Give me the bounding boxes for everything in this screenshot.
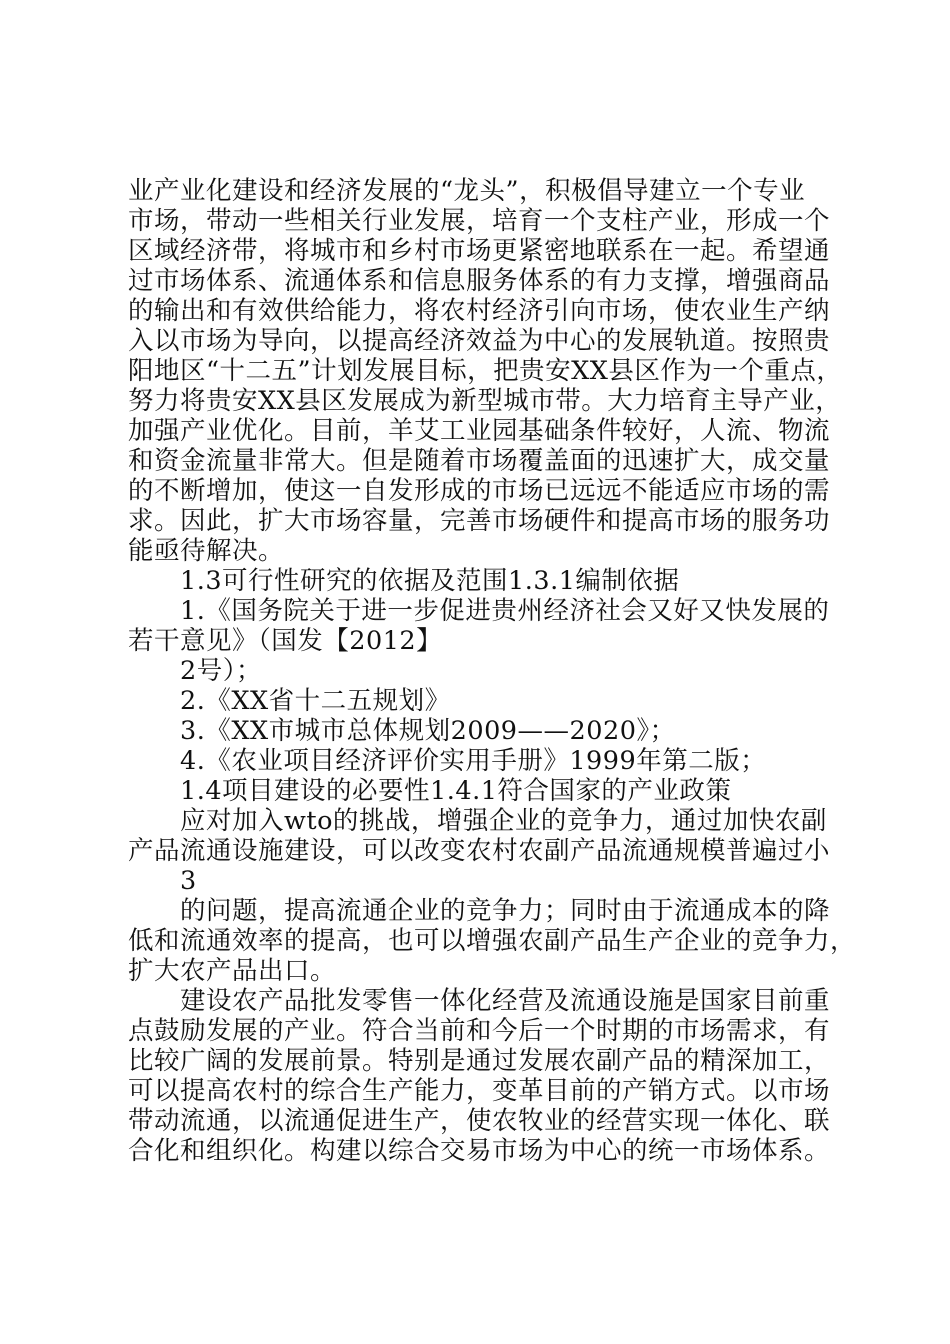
text-line: 低和流通效率的提高，也可以增强农副产品生产企业的竞争力，: [128, 926, 857, 956]
text-line: 4.《农业项目经济评价实用手册》1999年第二版；: [180, 746, 767, 776]
text-line: 和资金流量非常大。但是随着市场覆盖面的迅速扩大，成交量: [128, 446, 831, 476]
text-line: 努力将贵安XX县区发展成为新型城市带。大力培育主导产业，: [128, 386, 842, 416]
text-line: 过市场体系、流通体系和信息服务体系的有力支撑，增强商品: [128, 266, 831, 296]
text-line: 3: [180, 866, 197, 896]
text-line: 1.3可行性研究的依据及范围1.3.1编制依据: [180, 566, 680, 596]
text-line: 应对加入wto的挑战，增强企业的竞争力，通过加快农副: [180, 806, 827, 836]
text-line: 区域经济带，将城市和乡村市场更紧密地联系在一起。希望通: [128, 236, 831, 266]
text-line: 2号）；: [180, 656, 262, 686]
text-line: 业产业化建设和经济发展的“龙头”，积极倡导建立一个专业: [128, 176, 806, 206]
text-line: 带动流通，以流通促进生产，使农牧业的经营实现一体化、联: [128, 1106, 831, 1136]
text-line: 1.4项目建设的必要性1.4.1符合国家的产业政策: [180, 776, 732, 806]
text-line: 产品流通设施建设，可以改变农村农副产品流通规模普遍过小: [128, 836, 831, 866]
text-line: 市场，带动一些相关行业发展，培育一个支柱产业，形成一个: [128, 206, 831, 236]
text-line: 的问题，提高流通企业的竞争力；同时由于流通成本的降: [180, 896, 831, 926]
text-line: 可以提高农村的综合生产能力，变革目前的产销方式。以市场: [128, 1076, 831, 1106]
text-line: 建设农产品批发零售一体化经营及流通设施是国家目前重: [180, 986, 831, 1016]
text-line: 的输出和有效供给能力，将农村经济引向市场，使农业生产纳: [128, 296, 831, 326]
text-line: 合化和组织化。构建以综合交易市场为中心的统一市场体系。: [128, 1136, 831, 1166]
text-line: 入以市场为导向，以提高经济效益为中心的发展轨道。按照贵: [128, 326, 831, 356]
text-line: 比较广阔的发展前景。特别是通过发展农副产品的精深加工，: [128, 1046, 831, 1076]
text-line: 求。因此，扩大市场容量，完善市场硬件和提高市场的服务功: [128, 506, 831, 536]
text-line: 加强产业优化。目前，羊艾工业园基础条件较好，人流、物流: [128, 416, 831, 446]
text-line: 若干意见》（国发【2012】: [128, 626, 443, 656]
text-line: 2.《XX省十二五规划》: [180, 686, 451, 716]
text-line: 能亟待解决。: [128, 536, 285, 566]
text-line: 阳地区“十二五”计划发展目标，把贵安XX县区作为一个重点，: [128, 356, 843, 386]
text-line: 1.《国务院关于进一步促进贵州经济社会又好又快发展的: [180, 596, 830, 626]
text-line: 点鼓励发展的产业。符合当前和今后一个时期的市场需求，有: [128, 1016, 831, 1046]
text-line: 3.《XX市城市总体规划2009——2020》；: [180, 716, 676, 746]
document-body: [128, 176, 857, 1166]
text-line: 扩大农产品出口。: [128, 956, 337, 986]
text-line: 的不断增加，使这一自发形成的市场已远远不能适应市场的需: [128, 476, 831, 506]
